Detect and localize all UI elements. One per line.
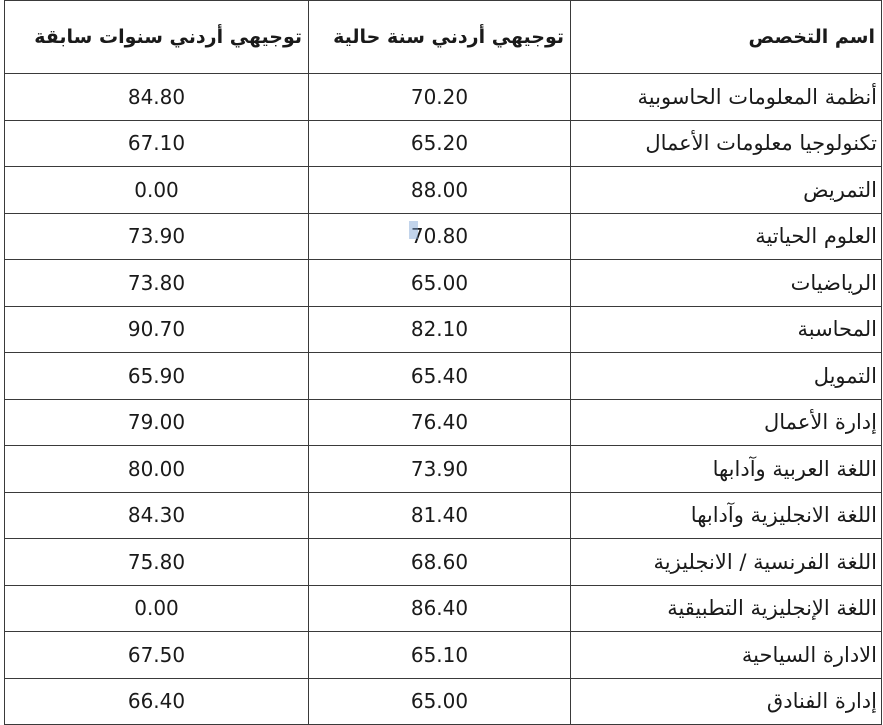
table-row	[5, 167, 882, 214]
table-row	[5, 120, 882, 167]
current-year-average: 70.20	[309, 74, 571, 121]
major-name: إدارة الأعمال	[571, 399, 882, 446]
current-year-average: 81.40	[309, 492, 571, 539]
current-year-average: 65.00	[309, 260, 571, 307]
major-name: أنظمة المعلومات الحاسوبية	[571, 74, 882, 121]
previous-years-average: 80.00	[5, 446, 309, 493]
previous-years-average: 66.40	[5, 678, 309, 725]
table-row	[5, 213, 882, 260]
previous-years-average: 84.30	[5, 492, 309, 539]
major-name: التمريض	[571, 167, 882, 214]
table-row	[5, 446, 882, 493]
previous-years-average: 75.80	[5, 539, 309, 586]
major-name: إدارة الفنادق	[571, 678, 882, 725]
major-name: الرياضيات	[571, 260, 882, 307]
header-major-name: اسم التخصص	[571, 1, 882, 74]
previous-years-average: 79.00	[5, 399, 309, 446]
major-name: الادارة السياحية	[571, 632, 882, 679]
previous-years-average: 84.80	[5, 74, 309, 121]
header-row	[5, 1, 882, 74]
table-row	[5, 399, 882, 446]
current-year-average: 76.40	[309, 399, 571, 446]
table-row	[5, 260, 882, 307]
current-year-average: 65.20	[309, 120, 571, 167]
current-year-average: 86.40	[309, 585, 571, 632]
table-row	[5, 585, 882, 632]
table-row	[5, 678, 882, 725]
previous-years-average: 73.90	[5, 213, 309, 260]
table-row	[5, 74, 882, 121]
current-year-average: 70.80	[309, 213, 571, 260]
current-year-average: 65.40	[309, 353, 571, 400]
current-year-average: 65.00	[309, 678, 571, 725]
major-name: العلوم الحياتية	[571, 213, 882, 260]
table-row	[5, 492, 882, 539]
admission-table-container	[4, 0, 881, 714]
current-year-average: 73.90	[309, 446, 571, 493]
current-year-average: 65.10	[309, 632, 571, 679]
major-name: اللغة الإنجليزية التطبيقية	[571, 585, 882, 632]
table-row	[5, 632, 882, 679]
header-current-year: توجيهي أردني سنة حالية	[309, 1, 571, 74]
previous-years-average: 73.80	[5, 260, 309, 307]
table-body	[5, 74, 882, 725]
previous-years-average: 0.00	[5, 167, 309, 214]
table-row	[5, 353, 882, 400]
previous-years-average: 90.70	[5, 306, 309, 353]
current-year-average: 68.60	[309, 539, 571, 586]
major-name: تكنولوجيا معلومات الأعمال	[571, 120, 882, 167]
previous-years-average: 0.00	[5, 585, 309, 632]
admission-averages-table	[4, 0, 882, 725]
major-name: المحاسبة	[571, 306, 882, 353]
current-year-average: 82.10	[309, 306, 571, 353]
major-name: اللغة العربية وآدابها	[571, 446, 882, 493]
table-header	[5, 1, 882, 74]
header-previous-years: توجيهي أردني سنوات سابقة	[5, 1, 309, 74]
table-row	[5, 306, 882, 353]
major-name: اللغة الانجليزية وآدابها	[571, 492, 882, 539]
previous-years-average: 67.50	[5, 632, 309, 679]
major-name: التمويل	[571, 353, 882, 400]
previous-years-average: 67.10	[5, 120, 309, 167]
previous-years-average: 65.90	[5, 353, 309, 400]
table-row	[5, 539, 882, 586]
major-name: اللغة الفرنسية / الانجليزية	[571, 539, 882, 586]
current-year-average: 88.00	[309, 167, 571, 214]
